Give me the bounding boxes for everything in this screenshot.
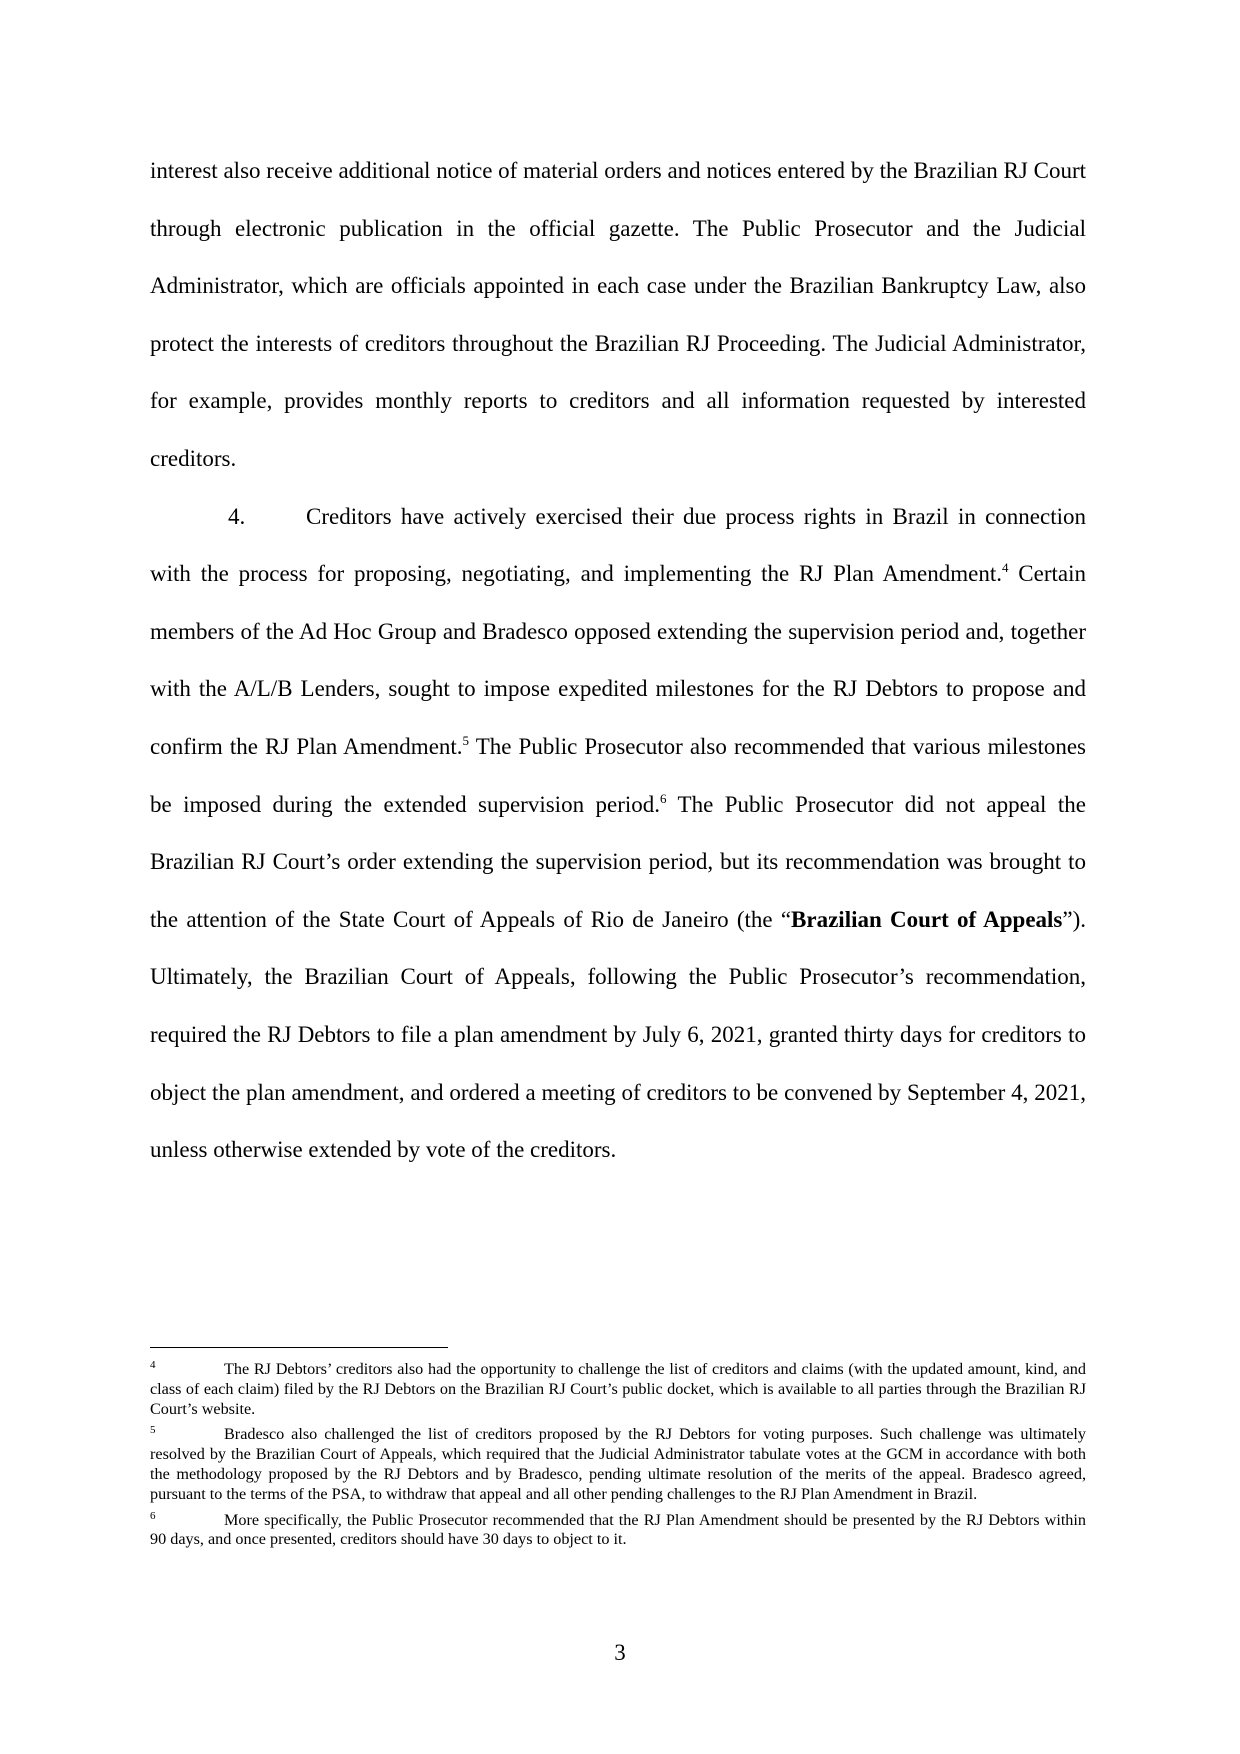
footnote-ref-4[interactable]: 4: [1002, 560, 1009, 576]
footnote-4: 4 The RJ Debtors’ creditors also had the opportunity to challenge the list of creditors and claims (with the updated amount, kind, and class of each claim) filed by the RJ Debtors on the Brazilian RJ Court’s public docket, which is available to all parties through the Brazilian RJ Court’s website.: [150, 1359, 1086, 1418]
footnote-5: 5 Bradesco also challenged the list of creditors proposed by the RJ Debtors for voting purposes. Such challenge was ultimately resolved by the Brazilian Court of Appeals, which required that the Judicial Administrator tabulate votes at the GCM in accordance with both the methodology proposed by the RJ Debtors and by Bradesco, pending ultimate resolution of the merits of the appeal. Bradesco agreed, pursuant to the terms of the PSA, to withdraw that appeal and all other pending challenges to the RJ Plan Amendment in Brazil.: [150, 1424, 1086, 1503]
paragraph-continued: interest also receive additional notice of material orders and notices entered by the Brazilian RJ Court through electronic publication in the official gazette. The Public Prosecutor and the Judicial Administrator, which are officials appointed in each case under the Brazilian Bankruptcy Law, also protect the interests of creditors throughout the Brazilian RJ Proceeding. The Judicial Administrator, for example, provides monthly reports to creditors and all information requested by interested creditors.: [150, 158, 1086, 471]
paragraph-4: [150, 488, 1086, 1179]
paragraph-4-text-a: Creditors have actively exercised their due process rights in Brazil in connection with the process for proposing, negotiating, and implementing the RJ Plan Amendment.: [150, 503, 1086, 587]
footnotes: [150, 1360, 1086, 1556]
body-text: [150, 142, 1086, 1179]
paragraph-4-text-c: The Public Prosecutor also recommended that various milestones be imposed during the extended supervision period.: [150, 733, 1086, 817]
footnote-text: Bradesco also challenged the list of creditors proposed by the RJ Debtors for voting purposes. Such challenge was ultimately resolved by the Brazilian Court of Appeals, which required that the Judicial Administrator tabulate votes at the GCM in accordance with both the methodology proposed by the RJ Debtors and by Bradesco, pending ultimate resolution of the merits of the appeal. Bradesco agreed, pursuant to the terms of the PSA, to withdraw that appeal and all other pending challenges to the RJ Plan Amendment in Brazil.: [150, 1425, 1086, 1503]
footnote-ref-6[interactable]: 6: [660, 790, 667, 806]
paragraph-4-text-e: ”). Ultimately, the Brazilian Court of Appeals, following the Public Prosecutor’s recommendation, required the RJ Debtors to file a plan amendment by July 6, 2021, granted thirty days for creditors to object the plan amendment, and ordered a meeting of creditors to be convened by September 4, 2021, unless otherwise extended by vote of the creditors.: [150, 906, 1087, 1163]
footnote-text: The RJ Debtors’ creditors also had the opportunity to challenge the list of creditors and claims (with the updated amount, kind, and class of each claim) filed by the RJ Debtors on the Brazilian RJ Court’s public docket, which is available to all parties through the Brazilian RJ Court’s website.: [150, 1360, 1086, 1418]
footnote-ref-5[interactable]: 5: [462, 732, 470, 748]
page-number: 3: [614, 1640, 626, 1665]
paragraph-number: 4.: [228, 503, 246, 529]
paragraph-4-text-b: Certain members of the Ad Hoc Group and Bradesco opposed extending the supervision period and, together with the A/L/B Lenders, sought to impose expedited milestones for the RJ Debtors to propose and confirm the RJ Plan Amendment.: [150, 561, 1086, 759]
footnote-text: More specifically, the Public Prosecutor recommended that the RJ Plan Amendment should be presented by the RJ Debtors within 90 days, and once presented, creditors should have 30 days to object to it.: [150, 1510, 1086, 1549]
paragraph-4-text-d: The Public Prosecutor did not appeal the Brazilian RJ Court’s order extending the supervision period, but its recommendation was brought to the attention of the State Court of Appeals of Rio de Janeiro (the “: [150, 791, 1086, 932]
footnote-6: 6 More specifically, the Public Prosecutor recommended that the RJ Plan Amendment should be presented by the RJ Debtors within 90 days, and once presented, creditors should have 30 days to object to it.: [150, 1509, 1086, 1549]
defined-term: Brazilian Court of Appeals: [791, 906, 1063, 932]
footnote-separator: [150, 1347, 448, 1348]
